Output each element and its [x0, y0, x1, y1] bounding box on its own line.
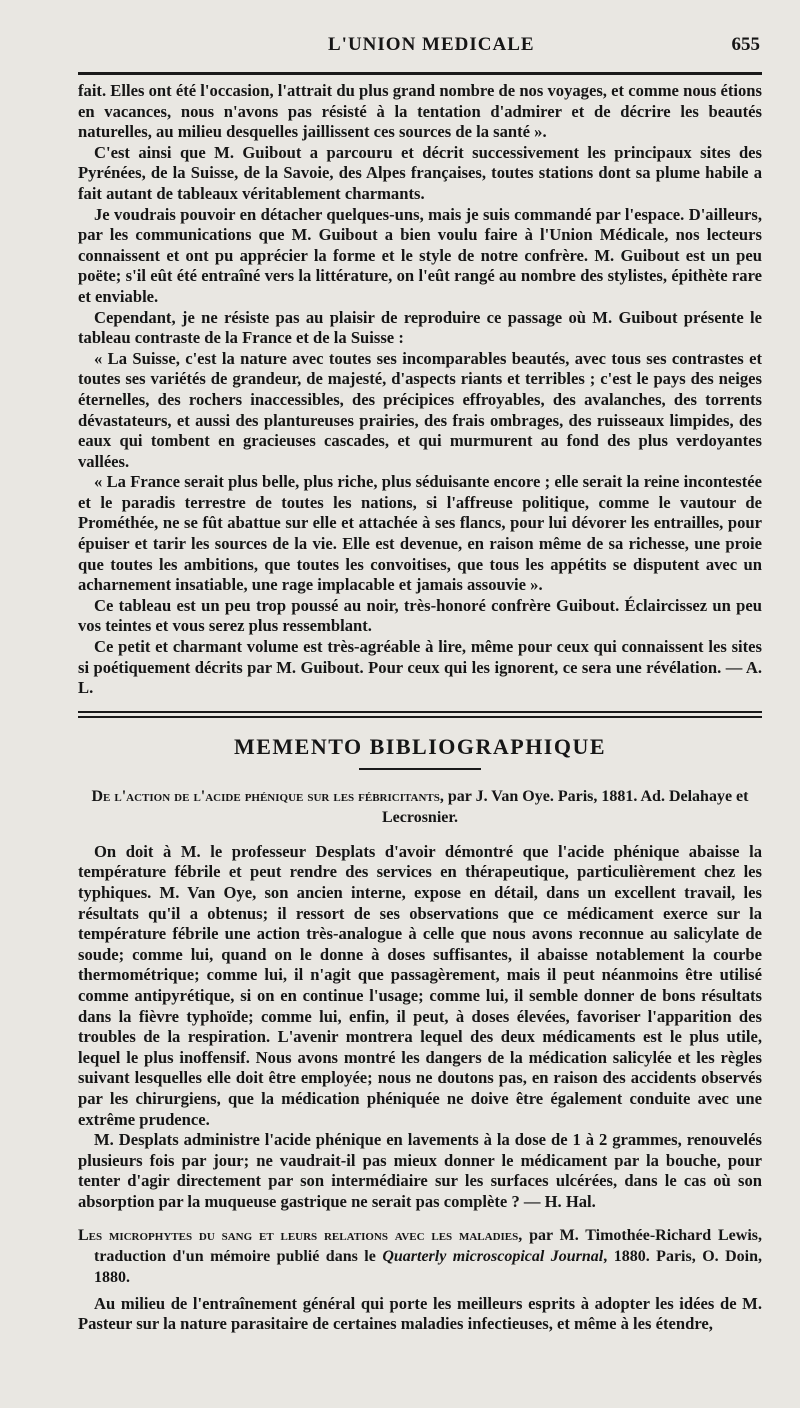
review-paragraph: C'est ainsi que M. Guibout a parcouru et décrit successivement les principaux sites des Pyrénées, de la Suisse, de la Savoie, des Alpes françaises, toutes stations dont sa plume habile a fait autant de tableaux véritablement charmants.: [78, 142, 762, 203]
running-header: [78, 26, 762, 66]
entry-citation: par M. Timothée-Richard Lewis, traduction d'un mémoire publié dans le: [94, 1226, 762, 1265]
section-divider: [78, 711, 762, 718]
journal-title: L'UNION MEDICALE: [328, 34, 535, 55]
entry-citation-end: , 1880. Paris, O. Doin, 1880.: [94, 1247, 762, 1286]
review-paragraph: Ce tableau est un peu trop poussé au noir, très-honoré confrère Guibout. Éclaircissez un peu vos teintes et vous serez plus ressemblant.: [78, 595, 762, 636]
review-quote: « La Suisse, c'est la nature avec toutes ses incomparables beautés, avec tous ses contrastes et toutes ses variétés de grandeur, de majesté, d'aspects riants et terribles ; c'est le pays des neiges éternelles, des rochers inaccessibles, des précipices effroyables, des avalanches, des torrents dévastateurs, et aussi des plantureuses prairies, des frais ombrages, des ruisseaux limpides, des eaux qui tombent en gracieuses cascades, et qui murmurent au fond des plus verdoyantes vallées.: [78, 348, 762, 471]
page-number: 655: [731, 34, 760, 55]
section-title: MEMENTO BIBLIOGRAPHIQUE: [233, 733, 607, 759]
header-rule: [78, 72, 762, 75]
entry-title: De l'action de l'acide phénique sur les fébricitants,: [91, 787, 444, 805]
entry-title: Les microphytes du sang et leurs relations avec les maladies,: [78, 1226, 523, 1244]
entry-citation: par J. Van Oye. Paris, 1881. Ad. Delahaye et Lecrosnier.: [382, 787, 749, 826]
review-paragraph: Je voudrais pouvoir en détacher quelques-uns, mais je suis commandé par l'espace. D'ailleurs, par les communications que M. Guibout a bien voulu faire à l'Union Médicale, nos lecteurs connaissent et ont pu apprécier la forme et le style de notre confrère. M. Guibout est un peu poëte; s'il eût été entraîné vers la littérature, on l'eût rangé au nombre des stylistes, épithète rare et enviable.: [78, 204, 762, 306]
entry-heading: [78, 1225, 762, 1288]
review-paragraph: fait. Elles ont été l'occasion, l'attrait du plus grand nombre de nos voyages, et comme nous étions en vacances, nous n'avons pas résisté à la tentation d'admirer et de décrire les beautés naturelles, au milieu desquelles jaillissent ces sources de la santé ».: [78, 81, 762, 142]
review-body: [78, 81, 762, 699]
entry-heading: [78, 786, 762, 828]
entry-paragraph: Au milieu de l'entraînement général qui porte les meilleurs esprits à adopter les idées de M. Pasteur sur la nature parasitaire de certaines maladies infectieuses, et même à les étendre,: [78, 1293, 762, 1334]
entry-paragraph: On doit à M. le professeur Desplats d'avoir démontré que l'acide phénique abaisse la température fébrile et peut rendre des services en thérapeutique, particulièrement chez les typhiques. M. Van Oye, son ancien interne, expose en détail, dans un excellent travail, les résultats qu'il a obtenus; il ressort de ses observations que ce médicament exerce sur la température fébrile une action très-analogue à celle que nous avons reconnue au salicylate de soude; comme lui, quand on le donne à doses suffisantes, il abaisse notablement la courbe thermométrique; comme lui, il n'agit que passagèrement, mais il peut néanmoins être utilisé comme antipyrétique, si on en continue l'usage; comme lui, il semble donner de bons résultats dans la fièvre typhoïde; comme lui, enfin, il peut, à doses élevées, favoriser l'apparition des troubles de la respiration. L'avenir montrera lequel des deux médicaments est le plus utile, lequel le plus inoffensif. Nous avons montré les dangers de la médication salicylée et les règles suivant lesquelles elle doit être employée; nous ne doutons pas, en raison des accidents observés par les chirurgiens, que la médication phéniquée ne doive être également conduite avec une extrême prudence.: [78, 841, 762, 1129]
review-paragraph: Ce petit et charmant volume est très-agréable à lire, même pour ceux qui connaissent les sites si poétiquement décrits par M. Guibout. Pour ceux qui les ignorent, ce sera une révélation. — A. L.: [78, 637, 762, 698]
review-paragraph: Cependant, je ne résiste pas au plaisir de reproduire ce passage où M. Guibout présente le tableau contraste de la France et de la Suisse :: [78, 307, 762, 348]
journal-name: Quarterly microscopical Journal: [382, 1247, 604, 1265]
entry-paragraph: M. Desplats administre l'acide phénique en lavements à la dose de 1 à 2 grammes, renouvelés plusieurs fois par jour; ne vaudrait-il pas mieux donner le médicament par la bouche, pour tenter d'agir directement par son intermédiaire sur les surfaces ulcérées, dans le cas où son absorption par la muqueuse gastrique ne serait pas complète ? — H. Hal.: [78, 1130, 762, 1211]
title-rule: [359, 768, 481, 770]
review-quote: « La France serait plus belle, plus riche, plus séduisante encore ; elle serait la reine incontestée et le paradis terrestre de toutes les nations, si l'affreuse politique, comme le vautour de Prométhée, ne se fût abattue sur elle et attachée à ses flancs, pour lui dévorer les entrailles, pour épuiser et tarir les sources de la vie. Elle est devenue, en raison même de sa richesse, une proie que toutes les ambitions, que toutes les convoitises, que tous les appétits se disputent avec un acharnement insatiable, une rage implacable et jamais assouvie ».: [78, 472, 762, 595]
